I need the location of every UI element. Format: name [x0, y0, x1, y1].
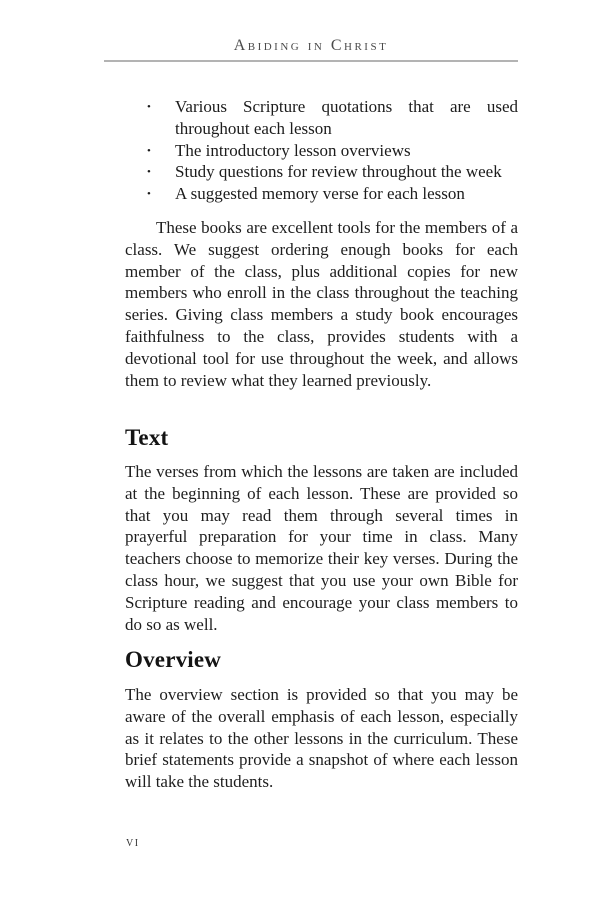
bullet-icon: •: [147, 188, 151, 201]
bullet-item-text: The introductory lesson overviews: [175, 140, 411, 160]
bullet-item-text: A suggested memory verse for each lesson: [175, 184, 465, 204]
section-body-text: The verses from which the lessons are taken are included at the beginning of each lesson. These are provided so that you may read them through several times in prayerful preparation for your time in class. Many teachers choose to memorize their key verses. During the class hour, we suggest that you use your own Bible for Scripture reading and encourage your class members to do so as well.: [125, 462, 518, 634]
section-heading-text: Text: [125, 425, 169, 450]
list-item: [125, 183, 518, 205]
bullet-list: [125, 96, 518, 205]
page-number: vi: [126, 835, 140, 850]
bullet-icon: •: [147, 166, 151, 179]
header-rule: [104, 60, 518, 62]
intro-paragraph: These books are excellent tools for the members of a class. We suggest ordering enough books for each member of the class, plus additional copies for new members who enroll in the class throughout the teaching series. Giving class members a study book encourages faithfulness to the class, provides students with a devotional tool for use throughout the week, and allows them to review what they learned previously.: [125, 218, 518, 390]
bullet-icon: •: [147, 101, 151, 113]
list-item: [125, 140, 518, 162]
running-header: [104, 36, 518, 62]
list-item: [125, 96, 518, 140]
section-body-overview: The overview section is provided so that you may be aware of the overall emphasis of each lesson, especially as it relates to the other lessons in the curriculum. These brief statements provide a snapshot of where each lesson will take the students.: [125, 685, 518, 792]
section-heading-overview: Overview: [125, 647, 222, 672]
bullet-item-text: Study questions for review throughout the week: [175, 162, 502, 182]
bullet-icon: •: [147, 144, 151, 157]
bullet-item-text: Various Scripture quotations that are used throughout each lesson: [175, 97, 518, 138]
running-header-title: Abiding in Christ: [233, 37, 389, 54]
list-item: [125, 161, 518, 183]
